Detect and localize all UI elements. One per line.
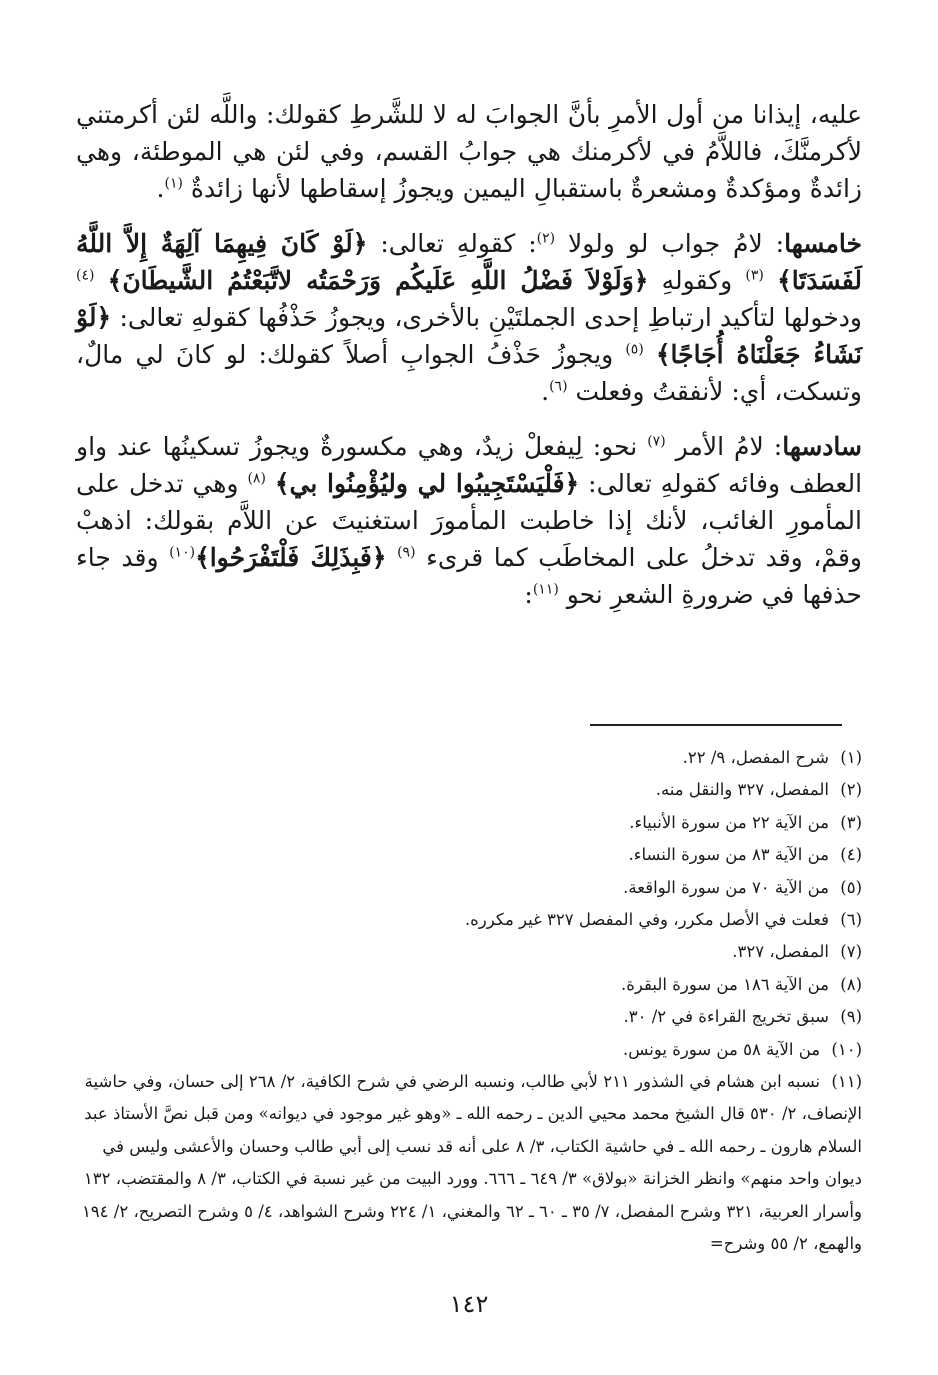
text-run: : xyxy=(524,580,533,609)
footnote-ref: (٨) xyxy=(247,470,266,487)
footnote-text: من الآية ٥٨ من سورة يونس. xyxy=(622,1039,821,1059)
footnote-item xyxy=(76,904,862,936)
text-run: وكقولهِ xyxy=(648,266,746,295)
paragraph-3 xyxy=(76,428,862,613)
footnote-item xyxy=(76,872,862,904)
footnotes-list xyxy=(76,742,862,1261)
text-run xyxy=(94,266,107,295)
text-run xyxy=(764,266,777,295)
paragraph-1 xyxy=(76,96,862,207)
quran-quote: ﴿لَوْ نَشَاءُ جَعَلْنَاهُ أُجَاجًا﴾ xyxy=(76,303,863,369)
footnote-number: (٣) xyxy=(840,812,862,832)
footnote-text: من الآية ٢٢ من سورة الأنبياء. xyxy=(629,812,829,832)
footnote-text: المفصل، ٣٢٧ والنقل منه. xyxy=(655,780,829,800)
section-heading: سادسها xyxy=(782,432,862,461)
footnote-ref: (١٠) xyxy=(169,544,196,561)
footnote-number: (٩) xyxy=(840,1007,862,1027)
footnote-text: شرح المفصل، ٩/ ٢٢. xyxy=(682,748,829,767)
footnote-ref: (٩) xyxy=(397,544,416,561)
text-run: . xyxy=(541,377,550,406)
footnote-number: (١١) xyxy=(831,1072,862,1092)
footnote-text: سبق تخريج القراءة في ٢/ ٣٠. xyxy=(623,1007,829,1027)
text-run: نحو: لِيفعلْ زيدٌ، وهي مكسورةٌ ويجوزُ تسكينُها عند واو العطف وفائه كقولهِ تعالى: xyxy=(76,432,863,498)
text-run: : لامُ جواب لو ولولا xyxy=(555,229,785,258)
footnote-item xyxy=(76,936,862,968)
quran-quote: ﴿وَلَوْلاَ فَضْلُ اللَّهِ عَلَيكُم وَرَحْمَتُه لاتَّبَعْتُمُ الشَّيطَانَ﴾ xyxy=(107,266,649,295)
footnote-item xyxy=(76,969,862,1001)
text-run: . xyxy=(156,174,165,203)
footnote-item xyxy=(76,742,862,774)
footnote-ref: (٧) xyxy=(647,433,666,450)
main-text xyxy=(76,96,862,613)
quran-quote: ﴿فَبِذَلِكَ فَلْتَفْرَحُوا﴾ xyxy=(195,543,387,572)
text-run: : لامُ الأمر xyxy=(665,432,783,461)
footnote-ref: (٥) xyxy=(625,341,644,358)
footnote-number: (٢) xyxy=(840,780,862,800)
quran-quote: ﴿فَلْيَسْتَجِيبُوا لي وليُؤْمِنُوا بي﴾ xyxy=(274,469,580,498)
footnote-ref: (٢) xyxy=(536,230,556,247)
footnote-ref: (٣) xyxy=(745,267,764,284)
footnote-text: فعلت في الأصل مكرر، وفي المفصل ٣٢٧ غير مكرره. xyxy=(464,910,829,930)
footnote-item xyxy=(76,1001,862,1033)
footnote-number: (٧) xyxy=(840,942,862,962)
footnote-text: من الآية ٨٣ من سورة النساء. xyxy=(628,845,829,865)
footnote-number: (٥) xyxy=(840,877,862,897)
footnote-ref: (٤) xyxy=(76,267,95,284)
text-run xyxy=(387,543,398,572)
quran-quote: ﴿لَوْ كَانَ فِيهِمَا آلِهَةٌ إِلاَّ اللَّهُ لَفَسَدَتَا﴾ xyxy=(76,229,863,295)
footnote-number: (٤) xyxy=(840,845,862,865)
footnote-item xyxy=(76,1066,862,1260)
footnote-separator xyxy=(590,724,842,726)
footnote-ref: (١) xyxy=(164,175,183,192)
text-run: ويجوزُ حَذْفُ الجوابِ أصلاً كقولك: لو كانَ لي مالٌ، وتسكت، أي: لأنفقتُ وفعلت xyxy=(76,340,862,406)
footnote-ref: (١١) xyxy=(532,581,559,598)
footnote-number: (١٠) xyxy=(831,1039,862,1059)
footnote-item xyxy=(76,839,862,871)
paragraph-2 xyxy=(76,225,862,410)
footnote-number: (٨) xyxy=(840,974,862,994)
footnote-text: المفصل، ٣٢٧. xyxy=(732,942,829,962)
footnote-item xyxy=(76,774,862,806)
footnote-text: نسبه ابن هشام في الشذور ٢١١ لأبي طالب، ونسبه الرضي في شرح الكافية، ٢/ ٢٦٨ إلى حسان، وفي حاشية الإنصاف، ٢/ ٥٣٠ قال الشيخ محمد محيي الدين ـ رحمه الله ـ «وهو غير موجود في ديوانه» ومن قبل نصَّ الأستاذ عبد السلام هارون ـ رحمه الله ـ في حاشية الكتاب، ٣/ ٨ على أنه قد نسب إلى أبي طالب وحسان والأعشى وليس في ديوان واحد منهم» وانظر الخزانة «بولاق» ٣/ ٦٤٩ ـ ٦٦٦. وورد البيت من غير نسبة في الكتاب، ٣/ ٨ والمقتضب، ١٣٢ وأسرار العربية، ٣٢١ وشرح المفصل، ٧/ ٣٥ ـ ٦٠ ـ ٦٢ والمغني، ١/ ٢٢٤ وشرح الشواهد، ٤/ ٥ وشرح التصريح، ٢/ ١٩٤ والهمع، ٢/ ٥٥ وشرح= xyxy=(81,1072,862,1254)
footnote-text: من الآية ١٨٦ من سورة البقرة. xyxy=(621,974,829,994)
text-run xyxy=(644,340,656,369)
text-run: ودخولها لتأكيد ارتباطِ إحدى الجملتَيْنِ بالأخرى، ويجوزُ حَذْفُها كقولهِ تعالى: xyxy=(111,303,862,332)
footnote-text: من الآية ٧٠ من سورة الواقعة. xyxy=(623,877,829,897)
footnote-ref: (٦) xyxy=(549,378,568,395)
footnote-item xyxy=(76,807,862,839)
text-run: وقد جاء حذفها في ضرورةِ الشعرِ نحو xyxy=(76,543,862,609)
footnote-item xyxy=(76,1034,862,1066)
text-run xyxy=(266,469,275,498)
text-run: عليه، إيذانا من أول الأمرِ بأنَّ الجوابَ له لا للشَّرطِ كقولك: واللَّه لئن أكرمتني لأكرمنَّكَ، فاللاَّمُ في لأكرمنك هي جوابُ القسم، وفي لئن هي الموطئة، وهي زائدةٌ ومؤكدةٌ ومشعرةٌ باستقبالِ اليمين ويجوزُ إسقاطها لأنها زائدةٌ xyxy=(76,100,862,203)
page-number: ١٤٢ xyxy=(449,1290,489,1318)
footnote-number: (٦) xyxy=(840,910,862,930)
section-heading: خامسها xyxy=(784,229,862,258)
text-run: وهي تدخل على المأمورِ الغائب، لأنك إذا خاطبت المأمورَ استغنيتَ عن اللاَّم بقولك: اذهبْ وقمْ، وقد تدخلُ على المخاطَب كما قرىء xyxy=(76,469,862,572)
footnote-number: (١) xyxy=(840,748,862,767)
text-run: : كقولهِ تعالى: xyxy=(367,229,537,258)
